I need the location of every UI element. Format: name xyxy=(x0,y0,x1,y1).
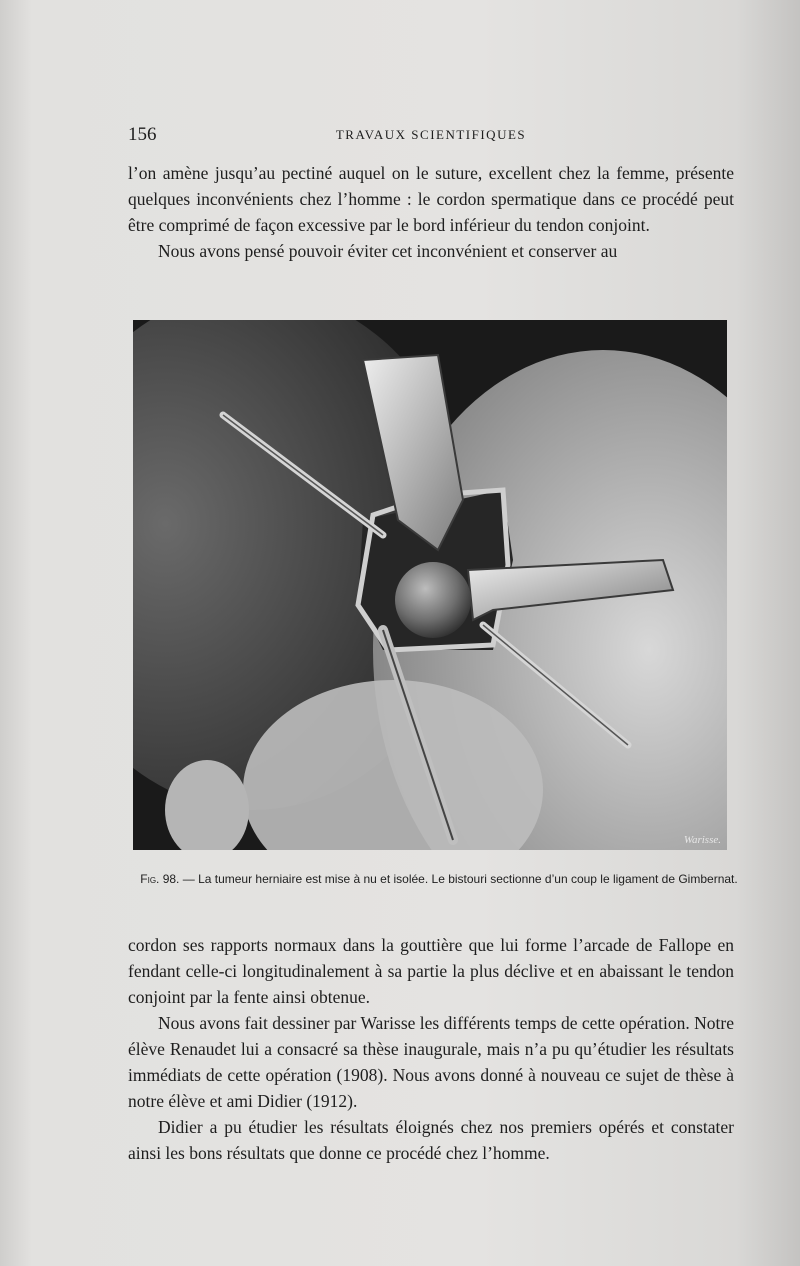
paragraph: Didier a pu étudier les résultats éloignés chez nos premiers opérés et constater ainsi les bons résultats que donne ce procédé chez l’homme. xyxy=(128,1117,734,1163)
figure-caption xyxy=(133,871,745,888)
paragraph: Nous avons pensé pouvoir éviter cet inconvénient et conserver au xyxy=(158,241,618,261)
paragraph: Nous avons fait dessiner par Warisse les différents temps de cette opération. Notre élève Renaudet lui a consacré sa thèse inaugurale, mais n’a pu qu’étudier les résultats immédiats de cette opération (1908). Nous avons donné à nouveau ce sujet de thèse à notre élève et ami Didier (1912). xyxy=(128,1013,734,1111)
body-text-bottom xyxy=(128,932,734,1166)
page-header xyxy=(128,124,734,150)
hernia-sac xyxy=(395,562,471,638)
artist-signature: Warisse. xyxy=(683,834,721,846)
illustration-drawing xyxy=(133,320,727,850)
surgical-illustration xyxy=(133,320,727,850)
page-number: 156 xyxy=(128,124,157,145)
figure-label: Fig. 98. xyxy=(140,872,180,886)
running-title: TRAVAUX SCIENTIFIQUES xyxy=(335,127,527,142)
paragraph: l’on amène jusqu’au pectiné auquel on le suture, excellent chez la femme, présente quelques inconvénients chez l’homme : le cordon spermatique dans ce procédé peut être comprimé de façon excessive par le bord inférieur du tendon conjoint. xyxy=(128,163,734,235)
caption-text: — La tumeur herniaire est mise à nu et isolée. Le bistouri sectionne d’un coup le ligament de Gimbernat. xyxy=(182,872,738,886)
paragraph: cordon ses rapports normaux dans la gouttière que lui forme l’arcade de Fallope en fendant celle-ci longitudinalement à sa partie la plus déclive et en abaissant le tendon conjoint par la fente ainsi obtenue. xyxy=(128,935,734,1007)
body-text-top xyxy=(128,160,734,264)
